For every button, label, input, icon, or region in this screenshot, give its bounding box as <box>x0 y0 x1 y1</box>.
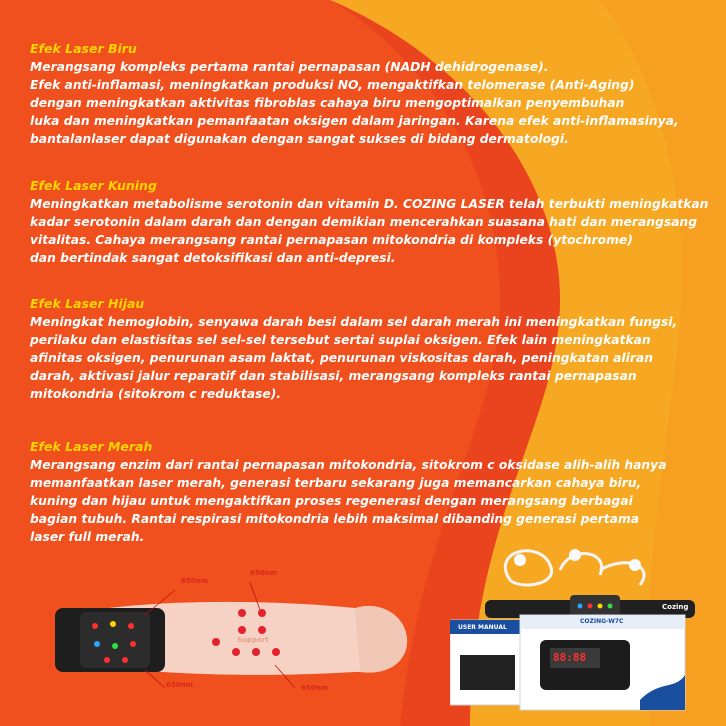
wrist-device-illustration <box>55 560 415 710</box>
section-line: laser full merah. <box>30 530 145 544</box>
brand-label: Cozing <box>662 603 689 611</box>
section-line: Meningkat hemoglobin, senyawa darah besi dalam sel darah merah ini meningkatkan fungsi, <box>30 315 678 329</box>
section-line: bagian tubuh. Rantai respirasi mitokondria lebih maksimal dibanding generasi pertama <box>30 512 640 526</box>
laser-point <box>272 648 280 656</box>
section-line: dan bertindak sangat detoksifikasi dan anti-depresi. <box>30 251 396 265</box>
laser-point <box>252 648 260 656</box>
arm-graphic <box>55 560 415 710</box>
support-label: Support <box>237 636 269 644</box>
section-yellow-laser <box>30 177 710 267</box>
section-line: Meningkatkan metabolisme serotonin dan vitamin D. COZING LASER telah terbukti meningkatkan <box>30 197 709 211</box>
product-package-illustration <box>450 540 710 715</box>
section-green-laser <box>30 295 710 403</box>
device-display: 88:88 <box>553 651 587 664</box>
section-line: bantalanlaser dapat digunakan dengan sangat sukses di bidang dermatologi. <box>30 132 569 146</box>
section-line: kadar serotonin dalam darah dan dengan demikian mencerahkan suasana hati dan merangsang <box>30 215 697 229</box>
section-line: vitalitas. Cahaya merangsang rantai pernapasan mitokondria di kompleks (ytochrome) <box>30 233 633 247</box>
wavelength-label: 650nm <box>166 681 193 689</box>
wavelength-label: 650nm <box>181 577 208 585</box>
section-line: Merangsang enzim dari rantai pernapasan mitokondria, sitokrom c oksidase alih-alih hanya <box>30 458 667 472</box>
section-line: perilaku dan elastisitas sel sel-sel tersebut sertai suplai oksigen. Efek lain meningkatkan <box>30 333 651 347</box>
section-title: Efek Laser Biru <box>30 41 137 56</box>
section-title: Efek Laser Hijau <box>30 296 145 311</box>
section-line: dengan meningkatkan aktivitas fibroblas cahaya biru mengoptimalkan penyembuhan <box>30 96 625 110</box>
section-line: kuning dan hijau untuk mengaktifkan proses regenerasi dengan merangsang berbagai <box>30 494 633 508</box>
section-red-laser <box>30 438 710 546</box>
section-blue-laser <box>30 40 710 148</box>
laser-point <box>212 638 220 646</box>
section-line: darah, aktivasi jalur reparatif dan stabilisasi, merangsang kompleks rantai pernapasan <box>30 369 637 383</box>
laser-point <box>238 609 246 617</box>
section-line: memanfaatkan laser merah, generasi terbaru sekarang juga memancarkan cahaya biru, <box>30 476 642 490</box>
section-line: Merangsang kompleks pertama rantai pernapasan (NADH dehidrogenase). <box>30 60 549 74</box>
laser-point <box>258 609 266 617</box>
laser-point <box>232 648 240 656</box>
section-line: afinitas oksigen, penurunan asam laktat, penurunan viskositas darah, peningkatan aliran <box>30 351 653 365</box>
manual-title: USER MANUAL <box>458 624 507 631</box>
wavelength-label: 650nm <box>250 569 277 577</box>
section-title: Efek Laser Merah <box>30 439 153 454</box>
wavelength-label: 650nm <box>301 684 328 692</box>
section-line: mitokondria (sitokrom c reduktase). <box>30 387 282 401</box>
laser-point <box>238 626 246 634</box>
section-line: Efek anti-inflamasi, meningkatkan produksi NO, mengaktifkan telomerase (Anti-Aging) <box>30 78 635 92</box>
box-model-label: COZING-W7C <box>580 618 624 625</box>
laser-point <box>258 626 266 634</box>
section-title: Efek Laser Kuning <box>30 178 157 193</box>
section-line: luka dan meningkatkan pemanfaatan oksigen dalam jaringan. Karena efek anti-inflamasinya, <box>30 114 679 128</box>
